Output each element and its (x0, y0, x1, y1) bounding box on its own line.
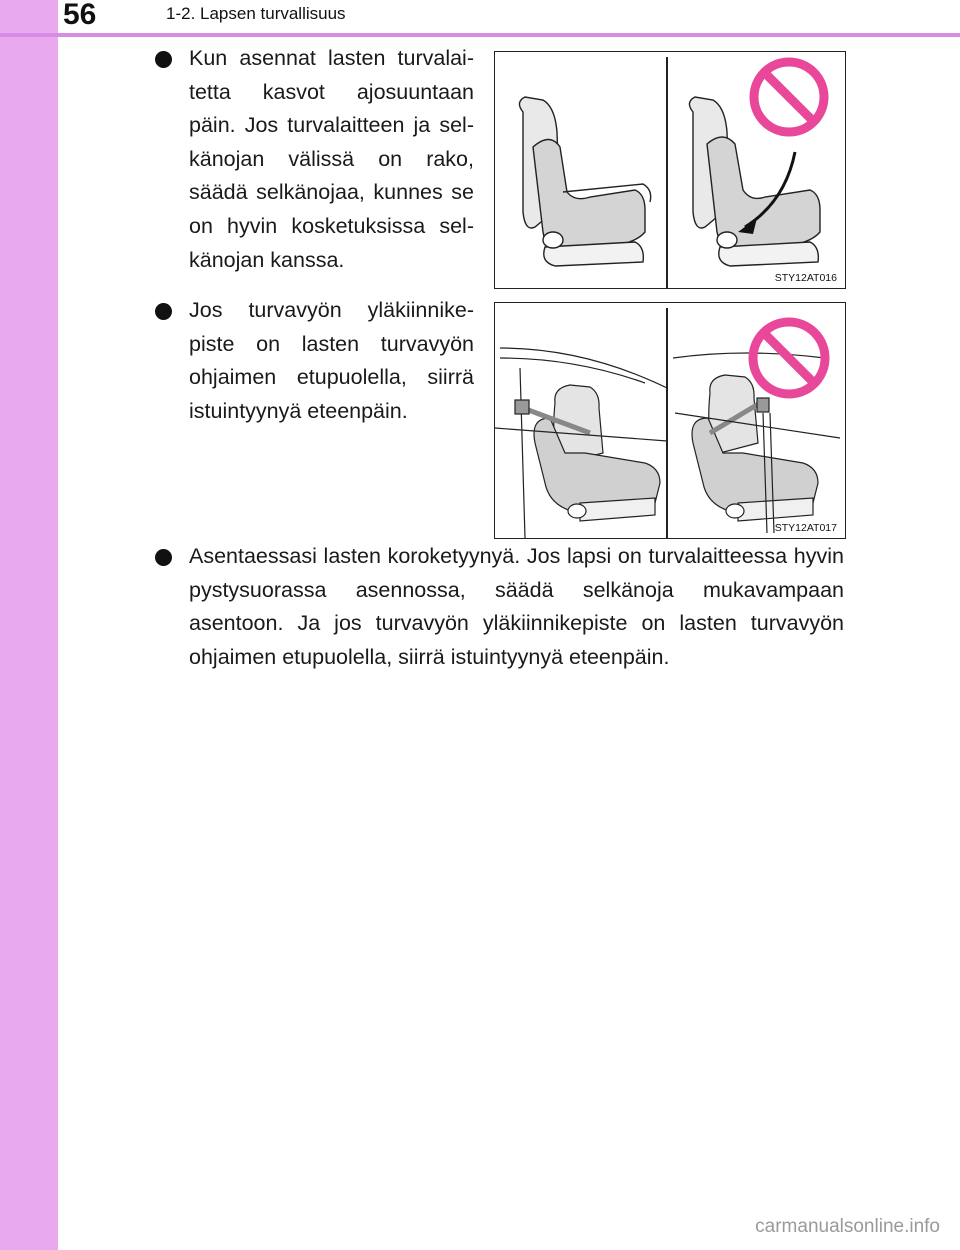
bullet-dot-icon (155, 51, 172, 68)
bullet-item (155, 294, 475, 428)
bullet-text (189, 294, 474, 428)
bullet-text (189, 540, 844, 674)
prohibited-icon (753, 322, 825, 394)
bullet-dot-icon (155, 549, 172, 566)
side-color-band (0, 0, 58, 1250)
booster-seat-left-icon (495, 348, 667, 538)
figure-seat-gap (494, 51, 846, 289)
bullet-text-2: Jos turvavyön yläkiinnike-piste on lasten turvavyön ohjaimen etupuolella, siirrä istuintyynyä eteenpäin. (189, 298, 474, 423)
bullet-item (155, 540, 845, 674)
car-seat-right-icon (689, 97, 820, 266)
page-number: 56 (63, 0, 97, 31)
section-title: 1-2. Lapsen turvallisuus (166, 4, 346, 23)
figure-code: STY12AT017 (774, 522, 837, 534)
seat-illustration-1 (495, 52, 845, 288)
header-rule (0, 33, 960, 37)
watermark: carmanualsonline.info (755, 1216, 940, 1237)
figure-belt-guide (494, 302, 846, 539)
prohibited-icon (754, 62, 824, 132)
bullet-dot-icon (155, 303, 172, 320)
figure-code: STY12AT016 (774, 272, 837, 284)
bullet-text (189, 42, 474, 277)
bullet-item (155, 42, 475, 277)
seat-illustration-2 (495, 303, 845, 538)
bullet-text-3: Asentaessasi lasten koroketyynyä. Jos lapsi on turvalaitteessa hyvin pystysuorassa asennossa, säädä selkänoja mukavampaan asentoon. Ja jos turvavyön yläkiinnikepiste on lasten turvavyön ohjaimen etupuolella, siirrä istuintyynyä eteenpäin. (189, 544, 844, 669)
bullet-text-1: Kun asennat lasten turvalai-tetta kasvot ajosuuntaan päin. Jos turvalaitteen ja sel-känojan välissä on rako, säädä selkänojaa, kunnes se on hyvin kosketuksissa sel-känojan kanssa. (189, 46, 474, 272)
car-seat-left-icon (519, 97, 650, 266)
